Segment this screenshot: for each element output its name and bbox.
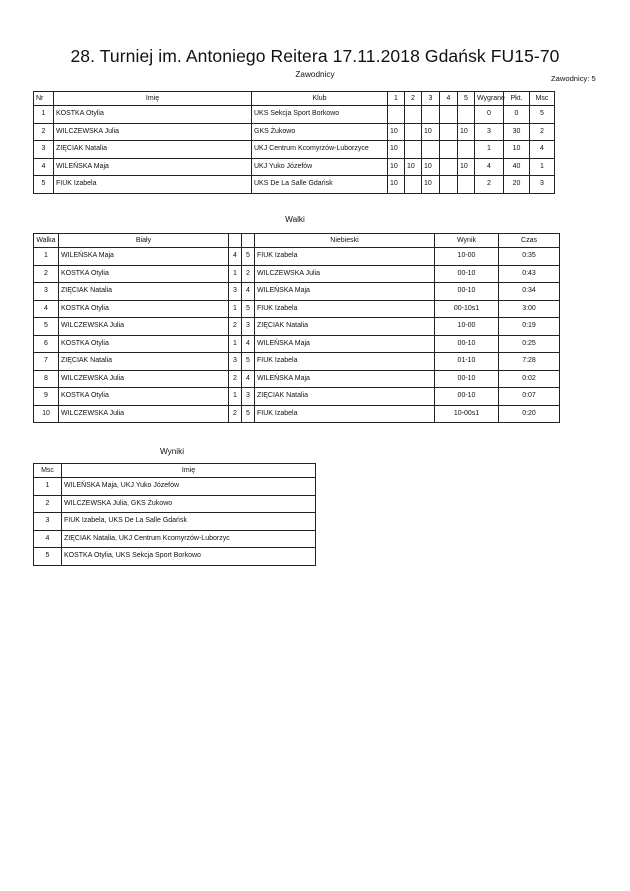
table-cell: 2 xyxy=(229,370,242,388)
table-cell: 4 xyxy=(34,300,59,318)
table-cell: 5 xyxy=(34,176,54,194)
table-cell xyxy=(405,106,422,124)
table-cell: 10-00s1 xyxy=(435,405,499,423)
column-header: 1 xyxy=(388,92,405,106)
table-cell: 0:02 xyxy=(499,370,560,388)
column-header: Biały xyxy=(59,234,229,248)
table-cell: WILCZEWSKA Julia xyxy=(255,265,435,283)
column-header: Wynik xyxy=(435,234,499,248)
table-cell xyxy=(405,176,422,194)
table-cell xyxy=(422,141,440,159)
table-cell: WILEŃSKA Maja xyxy=(54,158,252,176)
table-row xyxy=(34,405,560,423)
table-cell xyxy=(440,158,458,176)
results-body xyxy=(34,478,316,566)
table-cell: 10 xyxy=(388,141,405,159)
table-cell: 2 xyxy=(475,176,504,194)
table-cell: WILEŃSKA Maja xyxy=(255,283,435,301)
table-cell: ZIĘCIAK Natalia xyxy=(255,388,435,406)
table-cell: 2 xyxy=(229,405,242,423)
table-cell: WILEŃSKA Maja xyxy=(59,248,229,266)
table-cell: 5 xyxy=(242,248,255,266)
table-cell: 10 xyxy=(405,158,422,176)
table-cell: 01-10 xyxy=(435,353,499,371)
competitors-table xyxy=(33,91,555,194)
page-title: 28. Turniej im. Antoniego Reitera 17.11.2018 Gdańsk FU15-70 xyxy=(70,46,560,66)
table-cell: 2 xyxy=(34,265,59,283)
table-cell: 1 xyxy=(229,335,242,353)
column-header: Imię xyxy=(62,464,316,478)
table-cell: FIUK Izabela xyxy=(255,353,435,371)
table-cell: 1 xyxy=(229,388,242,406)
table-row xyxy=(34,370,560,388)
table-cell: 8 xyxy=(34,370,59,388)
table-cell: 0:20 xyxy=(499,405,560,423)
table-cell: 00-10 xyxy=(435,335,499,353)
table-cell: 3 xyxy=(34,141,54,159)
table-row xyxy=(34,335,560,353)
column-header: Nr xyxy=(34,92,54,106)
table-cell: 3 xyxy=(242,318,255,336)
table-row xyxy=(34,176,555,194)
table-cell: 1 xyxy=(34,248,59,266)
table-cell xyxy=(405,123,422,141)
results-table xyxy=(33,463,316,566)
competitors-section-title: Zawodnicy xyxy=(295,70,335,79)
table-cell: WILEŃSKA Maja, UKJ Yuko Józefów xyxy=(62,478,316,496)
table-cell: UKS Sekcja Sport Borkowo xyxy=(252,106,388,124)
fights-header xyxy=(34,234,560,248)
table-cell: 0:19 xyxy=(499,318,560,336)
table-cell: KOSTKA Otylia, UKS Sekcja Sport Borkowo xyxy=(62,548,316,566)
table-cell: WILCZEWSKA Julia xyxy=(59,370,229,388)
table-cell: WILCZEWSKA Julia xyxy=(59,405,229,423)
table-row xyxy=(34,123,555,141)
column-header: Czas xyxy=(499,234,560,248)
table-cell: KOSTKA Otylia xyxy=(59,335,229,353)
table-cell: 10 xyxy=(458,158,475,176)
table-cell: 0:35 xyxy=(499,248,560,266)
fights-body xyxy=(34,248,560,423)
column-header: Pkt. xyxy=(504,92,530,106)
column-header: 4 xyxy=(440,92,458,106)
competitors-header xyxy=(34,92,555,106)
table-cell: UKJ Yuko Józefów xyxy=(252,158,388,176)
table-cell: 5 xyxy=(34,548,62,566)
table-cell: 4 xyxy=(34,158,54,176)
table-cell: 5 xyxy=(34,318,59,336)
table-cell: 3 xyxy=(530,176,555,194)
table-cell: 4 xyxy=(475,158,504,176)
table-cell: 2 xyxy=(530,123,555,141)
table-cell: KOSTKA Otylia xyxy=(59,265,229,283)
table-row xyxy=(34,388,560,406)
table-cell: 5 xyxy=(242,300,255,318)
column-header: Msc xyxy=(34,464,62,478)
table-cell: 10 xyxy=(388,158,405,176)
table-cell: 10 xyxy=(422,123,440,141)
table-cell xyxy=(458,176,475,194)
table-cell: GKS Żukowo xyxy=(252,123,388,141)
table-cell: 20 xyxy=(504,176,530,194)
table-cell: 3 xyxy=(229,353,242,371)
table-row xyxy=(34,548,316,566)
table-cell: FIUK Izabela xyxy=(54,176,252,194)
table-cell: 00-10 xyxy=(435,265,499,283)
table-row xyxy=(34,141,555,159)
table-cell: 3 xyxy=(229,283,242,301)
table-cell: WILCZEWSKA Julia xyxy=(59,318,229,336)
column-header: Msc xyxy=(530,92,555,106)
table-cell: 0 xyxy=(504,106,530,124)
table-cell: 0 xyxy=(475,106,504,124)
table-cell: WILEŃSKA Maja xyxy=(255,335,435,353)
table-cell xyxy=(458,141,475,159)
table-cell: WILEŃSKA Maja xyxy=(255,370,435,388)
column-header: Wygrane xyxy=(475,92,504,106)
column-header: 5 xyxy=(458,92,475,106)
table-row xyxy=(34,248,560,266)
table-cell: WILCZEWSKA Julia, GKS Żukowo xyxy=(62,495,316,513)
table-cell: FIUK Izabela xyxy=(255,405,435,423)
table-cell: ZIĘCIAK Natalia xyxy=(59,353,229,371)
table-cell: 7:28 xyxy=(499,353,560,371)
table-cell: KOSTKA Otylia xyxy=(54,106,252,124)
table-row xyxy=(34,513,316,531)
table-cell: 2 xyxy=(242,265,255,283)
table-row xyxy=(34,283,560,301)
table-row xyxy=(34,265,560,283)
table-cell xyxy=(440,123,458,141)
column-header: 3 xyxy=(422,92,440,106)
table-cell: 10 xyxy=(388,123,405,141)
table-cell: 7 xyxy=(34,353,59,371)
results-section-title: Wyniki xyxy=(160,447,185,456)
table-cell: FIUK Izabela xyxy=(255,248,435,266)
table-cell: 1 xyxy=(530,158,555,176)
table-cell: 4 xyxy=(34,530,62,548)
table-cell: ZIĘCIAK Natalia xyxy=(59,283,229,301)
table-cell: 3 xyxy=(475,123,504,141)
table-cell: 1 xyxy=(34,478,62,496)
table-cell: 6 xyxy=(34,335,59,353)
table-cell: 00-10 xyxy=(435,388,499,406)
table-cell: 00-10 xyxy=(435,283,499,301)
table-cell: KOSTKA Otylia xyxy=(59,388,229,406)
table-cell: 10-00 xyxy=(435,318,499,336)
column-header: Niebieski xyxy=(255,234,435,248)
table-cell: 1 xyxy=(229,265,242,283)
fights-table xyxy=(33,233,560,423)
column-header xyxy=(242,234,255,248)
table-cell: 10 xyxy=(458,123,475,141)
table-cell: 00-10s1 xyxy=(435,300,499,318)
table-cell xyxy=(388,106,405,124)
table-cell: 4 xyxy=(242,283,255,301)
table-cell: 0:25 xyxy=(499,335,560,353)
table-cell: 4 xyxy=(242,335,255,353)
table-cell: 3 xyxy=(34,283,59,301)
table-cell: 3 xyxy=(242,388,255,406)
table-cell xyxy=(440,176,458,194)
table-cell: 2 xyxy=(229,318,242,336)
table-row xyxy=(34,495,316,513)
column-header: 2 xyxy=(405,92,422,106)
table-cell: ZIĘCIAK Natalia, UKJ Centrum Kcomyrzów-Luborzyc xyxy=(62,530,316,548)
table-cell: 2 xyxy=(34,123,54,141)
table-cell: 0:07 xyxy=(499,388,560,406)
table-row xyxy=(34,530,316,548)
table-cell: 10 xyxy=(422,176,440,194)
column-header: Klub xyxy=(252,92,388,106)
table-cell: 10 xyxy=(34,405,59,423)
table-cell: 00-10 xyxy=(435,370,499,388)
table-cell: 5 xyxy=(530,106,555,124)
table-cell: WILCZEWSKA Julia xyxy=(54,123,252,141)
table-cell: KOSTKA Otylia xyxy=(59,300,229,318)
table-cell: 30 xyxy=(504,123,530,141)
table-cell: ZIĘCIAK Natalia xyxy=(54,141,252,159)
table-cell: 2 xyxy=(34,495,62,513)
table-cell: 1 xyxy=(475,141,504,159)
results-header xyxy=(34,464,316,478)
table-cell: 5 xyxy=(242,405,255,423)
table-cell: FIUK Izabela xyxy=(255,300,435,318)
table-cell xyxy=(422,106,440,124)
table-cell: 4 xyxy=(530,141,555,159)
table-row xyxy=(34,318,560,336)
table-cell: 1 xyxy=(34,106,54,124)
table-row xyxy=(34,106,555,124)
table-cell xyxy=(405,141,422,159)
table-cell: 3 xyxy=(34,513,62,531)
table-row xyxy=(34,300,560,318)
column-header: Walka xyxy=(34,234,59,248)
table-cell: FIUK Izabela, UKS De La Salle Gdańsk xyxy=(62,513,316,531)
table-cell: 5 xyxy=(242,353,255,371)
table-cell: 10-00 xyxy=(435,248,499,266)
table-cell: 4 xyxy=(229,248,242,266)
table-cell xyxy=(440,141,458,159)
competitor-count: Zawodnicy: 5 xyxy=(551,74,596,83)
column-header: Imię xyxy=(54,92,252,106)
table-cell xyxy=(458,106,475,124)
table-cell xyxy=(440,106,458,124)
table-row xyxy=(34,353,560,371)
table-cell: 0:34 xyxy=(499,283,560,301)
table-row xyxy=(34,158,555,176)
competitors-body xyxy=(34,106,555,194)
table-row xyxy=(34,478,316,496)
table-cell: 10 xyxy=(422,158,440,176)
table-cell: ZIĘCIAK Natalia xyxy=(255,318,435,336)
table-cell: 40 xyxy=(504,158,530,176)
table-cell: UKS De La Salle Gdańsk xyxy=(252,176,388,194)
table-cell: 1 xyxy=(229,300,242,318)
table-cell: UKJ Centrum Kcomyrzów-Luborzyce xyxy=(252,141,388,159)
table-cell: 9 xyxy=(34,388,59,406)
fights-section-title: Walki xyxy=(285,215,305,224)
table-cell: 4 xyxy=(242,370,255,388)
table-cell: 0:43 xyxy=(499,265,560,283)
table-cell: 10 xyxy=(504,141,530,159)
column-header xyxy=(229,234,242,248)
table-cell: 10 xyxy=(388,176,405,194)
table-cell: 3:00 xyxy=(499,300,560,318)
